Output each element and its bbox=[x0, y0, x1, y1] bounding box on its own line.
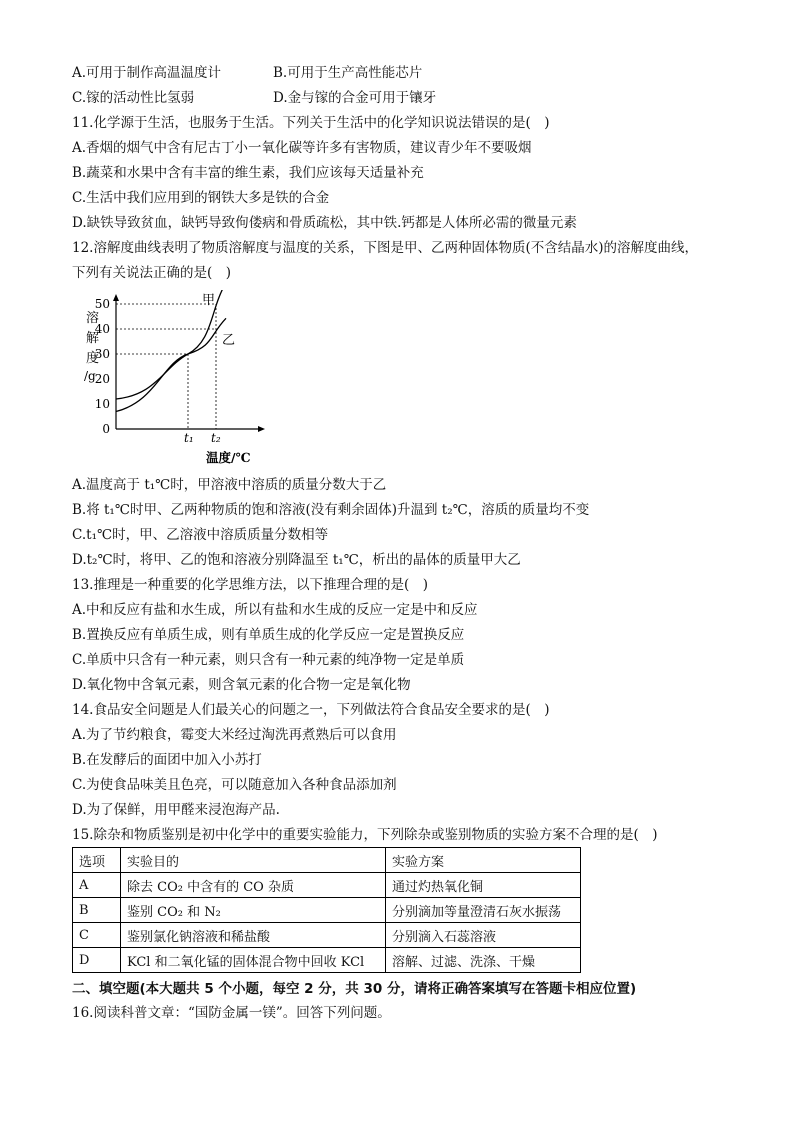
q15-stem: 15.除杂和物质鉴别是初中化学中的重要实验能力，下列除杂或鉴别物质的实验方案不合理的是( ) bbox=[72, 827, 658, 843]
q14-option-b: B.在发酵后的面团中加入小苏打 bbox=[72, 752, 262, 768]
table-header-cell: 选项 bbox=[73, 848, 121, 873]
table-row bbox=[73, 948, 581, 973]
y-tick-label: 50 bbox=[94, 297, 110, 311]
y-tick-label: 20 bbox=[94, 372, 110, 386]
section-title: 二、填空题(本大题共 5 个小题，每空 2 分，共 30 分，请将正确答案填写在答题卡相应位置) bbox=[72, 981, 637, 997]
solubility-chart bbox=[72, 290, 272, 470]
q13-option-c: C.单质中只含有一种元素，则只含有一种元素的纯净物一定是单质 bbox=[72, 652, 465, 668]
q11-option-a: A.香烟的烟气中含有尼古丁小一氧化碳等许多有害物质，建议青少年不要吸烟 bbox=[72, 140, 532, 156]
q10-option-d: D.金与镓的合金可用于镶牙 bbox=[273, 90, 437, 106]
series-label-yi: 乙 bbox=[222, 333, 236, 348]
table-header-row bbox=[73, 848, 581, 873]
curve-yi bbox=[116, 318, 226, 411]
table-cell: 鉴别氯化钠溶液和稀盐酸 bbox=[121, 923, 386, 948]
y-tick-label: 10 bbox=[94, 397, 110, 411]
q12-option-d: D.t₂℃时，将甲、乙的饱和溶液分别降温至 t₁℃，析出的晶体的质量甲大乙 bbox=[72, 552, 521, 568]
table-cell: 分别滴加等量澄清石灰水振荡 bbox=[386, 898, 581, 923]
table-cell: 鉴别 CO₂ 和 N₂ bbox=[121, 898, 386, 923]
q12-option-a: A.温度高于 t₁℃时，甲溶液中溶质的质量分数大于乙 bbox=[72, 477, 387, 493]
x-tick-t1: t₁ bbox=[184, 431, 194, 445]
x-axis-label: 温度/℃ bbox=[206, 450, 251, 465]
y-tick-label: 0 bbox=[102, 422, 110, 436]
table-cell: 分别滴入石蕊溶液 bbox=[386, 923, 581, 948]
table-row bbox=[73, 873, 581, 898]
q10-option-c: C.镓的活动性比氢弱 bbox=[72, 90, 195, 106]
table-row bbox=[73, 923, 581, 948]
table-row bbox=[73, 898, 581, 923]
series-label-jia: 甲 bbox=[202, 293, 216, 308]
y-tick-label: 30 bbox=[94, 347, 110, 361]
q13-stem: 13.推理是一种重要的化学思维方法，以下推理合理的是( ) bbox=[72, 577, 429, 593]
table-cell: A bbox=[73, 873, 121, 898]
table-cell: 溶解、过滤、洗涤、干燥 bbox=[386, 948, 581, 973]
table-cell: B bbox=[73, 898, 121, 923]
table-header-cell: 实验方案 bbox=[386, 848, 581, 873]
y-tick-label: 40 bbox=[94, 322, 110, 336]
y-axis-arrow bbox=[113, 294, 119, 301]
q12-option-b: B.将 t₁℃时甲、乙两种物质的饱和溶液(没有剩余固体)升温到 t₂℃，溶质的质量均不变 bbox=[72, 502, 590, 518]
table-header-cell: 实验目的 bbox=[121, 848, 386, 873]
q12-stem-line2: 下列有关说法正确的是( ) bbox=[72, 265, 232, 281]
table-cell: 通过灼热氧化铜 bbox=[386, 873, 581, 898]
q11-option-c: C.生活中我们应用到的钢铁大多是铁的合金 bbox=[72, 190, 330, 206]
q12-option-c: C.t₁℃时，甲、乙溶液中溶质质量分数相等 bbox=[72, 527, 329, 543]
q12-stem-line1: 12.溶解度曲线表明了物质溶解度与温度的关系，下图是甲、乙两种固体物质(不含结晶水)的溶解度曲线， bbox=[72, 240, 699, 256]
x-axis-arrow bbox=[258, 426, 265, 432]
guide-lines bbox=[116, 304, 216, 429]
q14-option-c: C.为使食品味美且色亮，可以随意加入各种食品添加剂 bbox=[72, 777, 397, 793]
table-cell: KCl 和二氧化锰的固体混合物中回收 KCl bbox=[121, 948, 386, 973]
q16-stem: 16.阅读科普文章：“国防金属一镁”。回答下列问题。 bbox=[72, 1005, 391, 1021]
q10-option-b: B.可用于生产高性能芯片 bbox=[273, 65, 423, 81]
y-axis-label-char-2: 解 bbox=[86, 331, 100, 346]
q11-option-d: D.缺铁导致贫血，缺钙导致佝偻病和骨质疏松，其中铁.钙都是人体所必需的微量元素 bbox=[72, 215, 577, 231]
y-axis-label-char-3: 度 bbox=[86, 351, 100, 366]
q15-table bbox=[72, 847, 581, 973]
table-cell: C bbox=[73, 923, 121, 948]
q13-option-d: D.氧化物中含氧元素，则含氧元素的化合物一定是氧化物 bbox=[72, 677, 411, 693]
x-tick-t2: t₂ bbox=[211, 431, 221, 445]
table-cell: D bbox=[73, 948, 121, 973]
q11-stem: 11.化学源于生活，也服务于生活。下列关于生活中的化学知识说法错误的是( ) bbox=[72, 115, 550, 131]
q14-option-a: A.为了节约粮食，霉变大米经过淘洗再煮熟后可以食用 bbox=[72, 727, 397, 743]
q13-option-a: A.中和反应有盐和水生成，所以有盐和水生成的反应一定是中和反应 bbox=[72, 602, 478, 618]
y-axis-label-unit: /g bbox=[84, 369, 96, 383]
q10-option-a: A.可用于制作高温温度计 bbox=[72, 65, 222, 81]
q11-option-b: B.蔬菜和水果中含有丰富的维生素，我们应该每天适量补充 bbox=[72, 165, 424, 181]
q14-option-d: D.为了保鲜，用甲醛来浸泡海产品. bbox=[72, 802, 280, 818]
table-cell: 除去 CO₂ 中含有的 CO 杂质 bbox=[121, 873, 386, 898]
y-axis-label-char-1: 溶 bbox=[86, 311, 100, 326]
q14-stem: 14.食品安全问题是人们最关心的问题之一，下列做法符合食品安全要求的是( ) bbox=[72, 702, 550, 718]
q13-option-b: B.置换反应有单质生成，则有单质生成的化学反应一定是置换反应 bbox=[72, 627, 465, 643]
